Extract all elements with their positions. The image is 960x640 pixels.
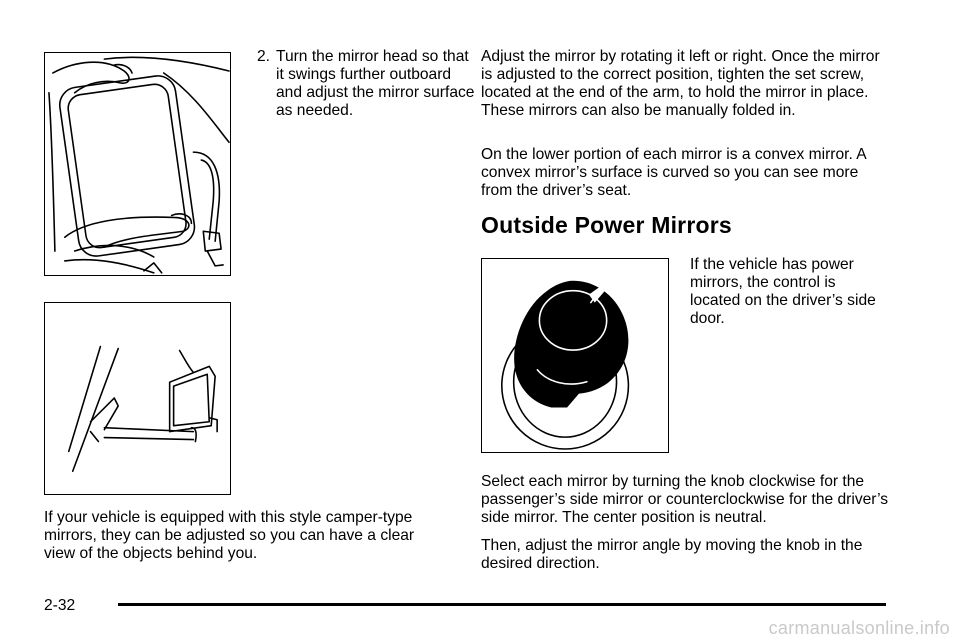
adjust-paragraph: Adjust the mirror by rotating it left or right. Once the mirror is adjusted to the correct position, tighten the set screw, located at the end of the arm, to hold the mirror in place. These mirrors can also be manually folded in.: [481, 48, 880, 119]
power-mirror-intro: If the vehicle has power mirrors, the control is located on the driver’s side door.: [690, 256, 876, 327]
camper-mirror-paragraph: If your vehicle is equipped with this style camper-type mirrors, they can be adjusted so you can have a clear view of the objects behind you.: [44, 509, 415, 562]
footer-rule: [118, 603, 886, 606]
mirror-head-adjust-drawing: [45, 53, 230, 275]
select-mirror-paragraph: Select each mirror by turning the knob clockwise for the passenger’s side mirror or counterclockwise for the driver’s side mirror. The center position is neutral.: [481, 473, 889, 526]
step-number: 2.: [257, 48, 271, 65]
watermark-text: carmanualsonline.info: [768, 618, 950, 638]
camper-mirror-drawing: [45, 303, 230, 494]
camper-mirror-illustration: [44, 302, 231, 495]
section-heading: Outside Power Mirrors: [481, 212, 732, 238]
convex-mirror-paragraph: On the lower portion of each mirror is a convex mirror. A convex mirror’s surface is curved so you can see more from the driver’s seat.: [481, 146, 866, 199]
instruction-step: [257, 48, 477, 148]
page-number: 2-32: [44, 597, 76, 614]
power-mirror-knob-drawing: [482, 259, 668, 452]
power-mirror-knob-illustration: [481, 258, 669, 453]
adjust-angle-paragraph: Then, adjust the mirror angle by moving the knob in the desired direction.: [481, 537, 863, 572]
step-text: Turn the mirror head so that it swings further outboard and adjust the mirror surface as needed.: [276, 48, 475, 119]
mirror-head-adjust-illustration: [44, 52, 231, 276]
